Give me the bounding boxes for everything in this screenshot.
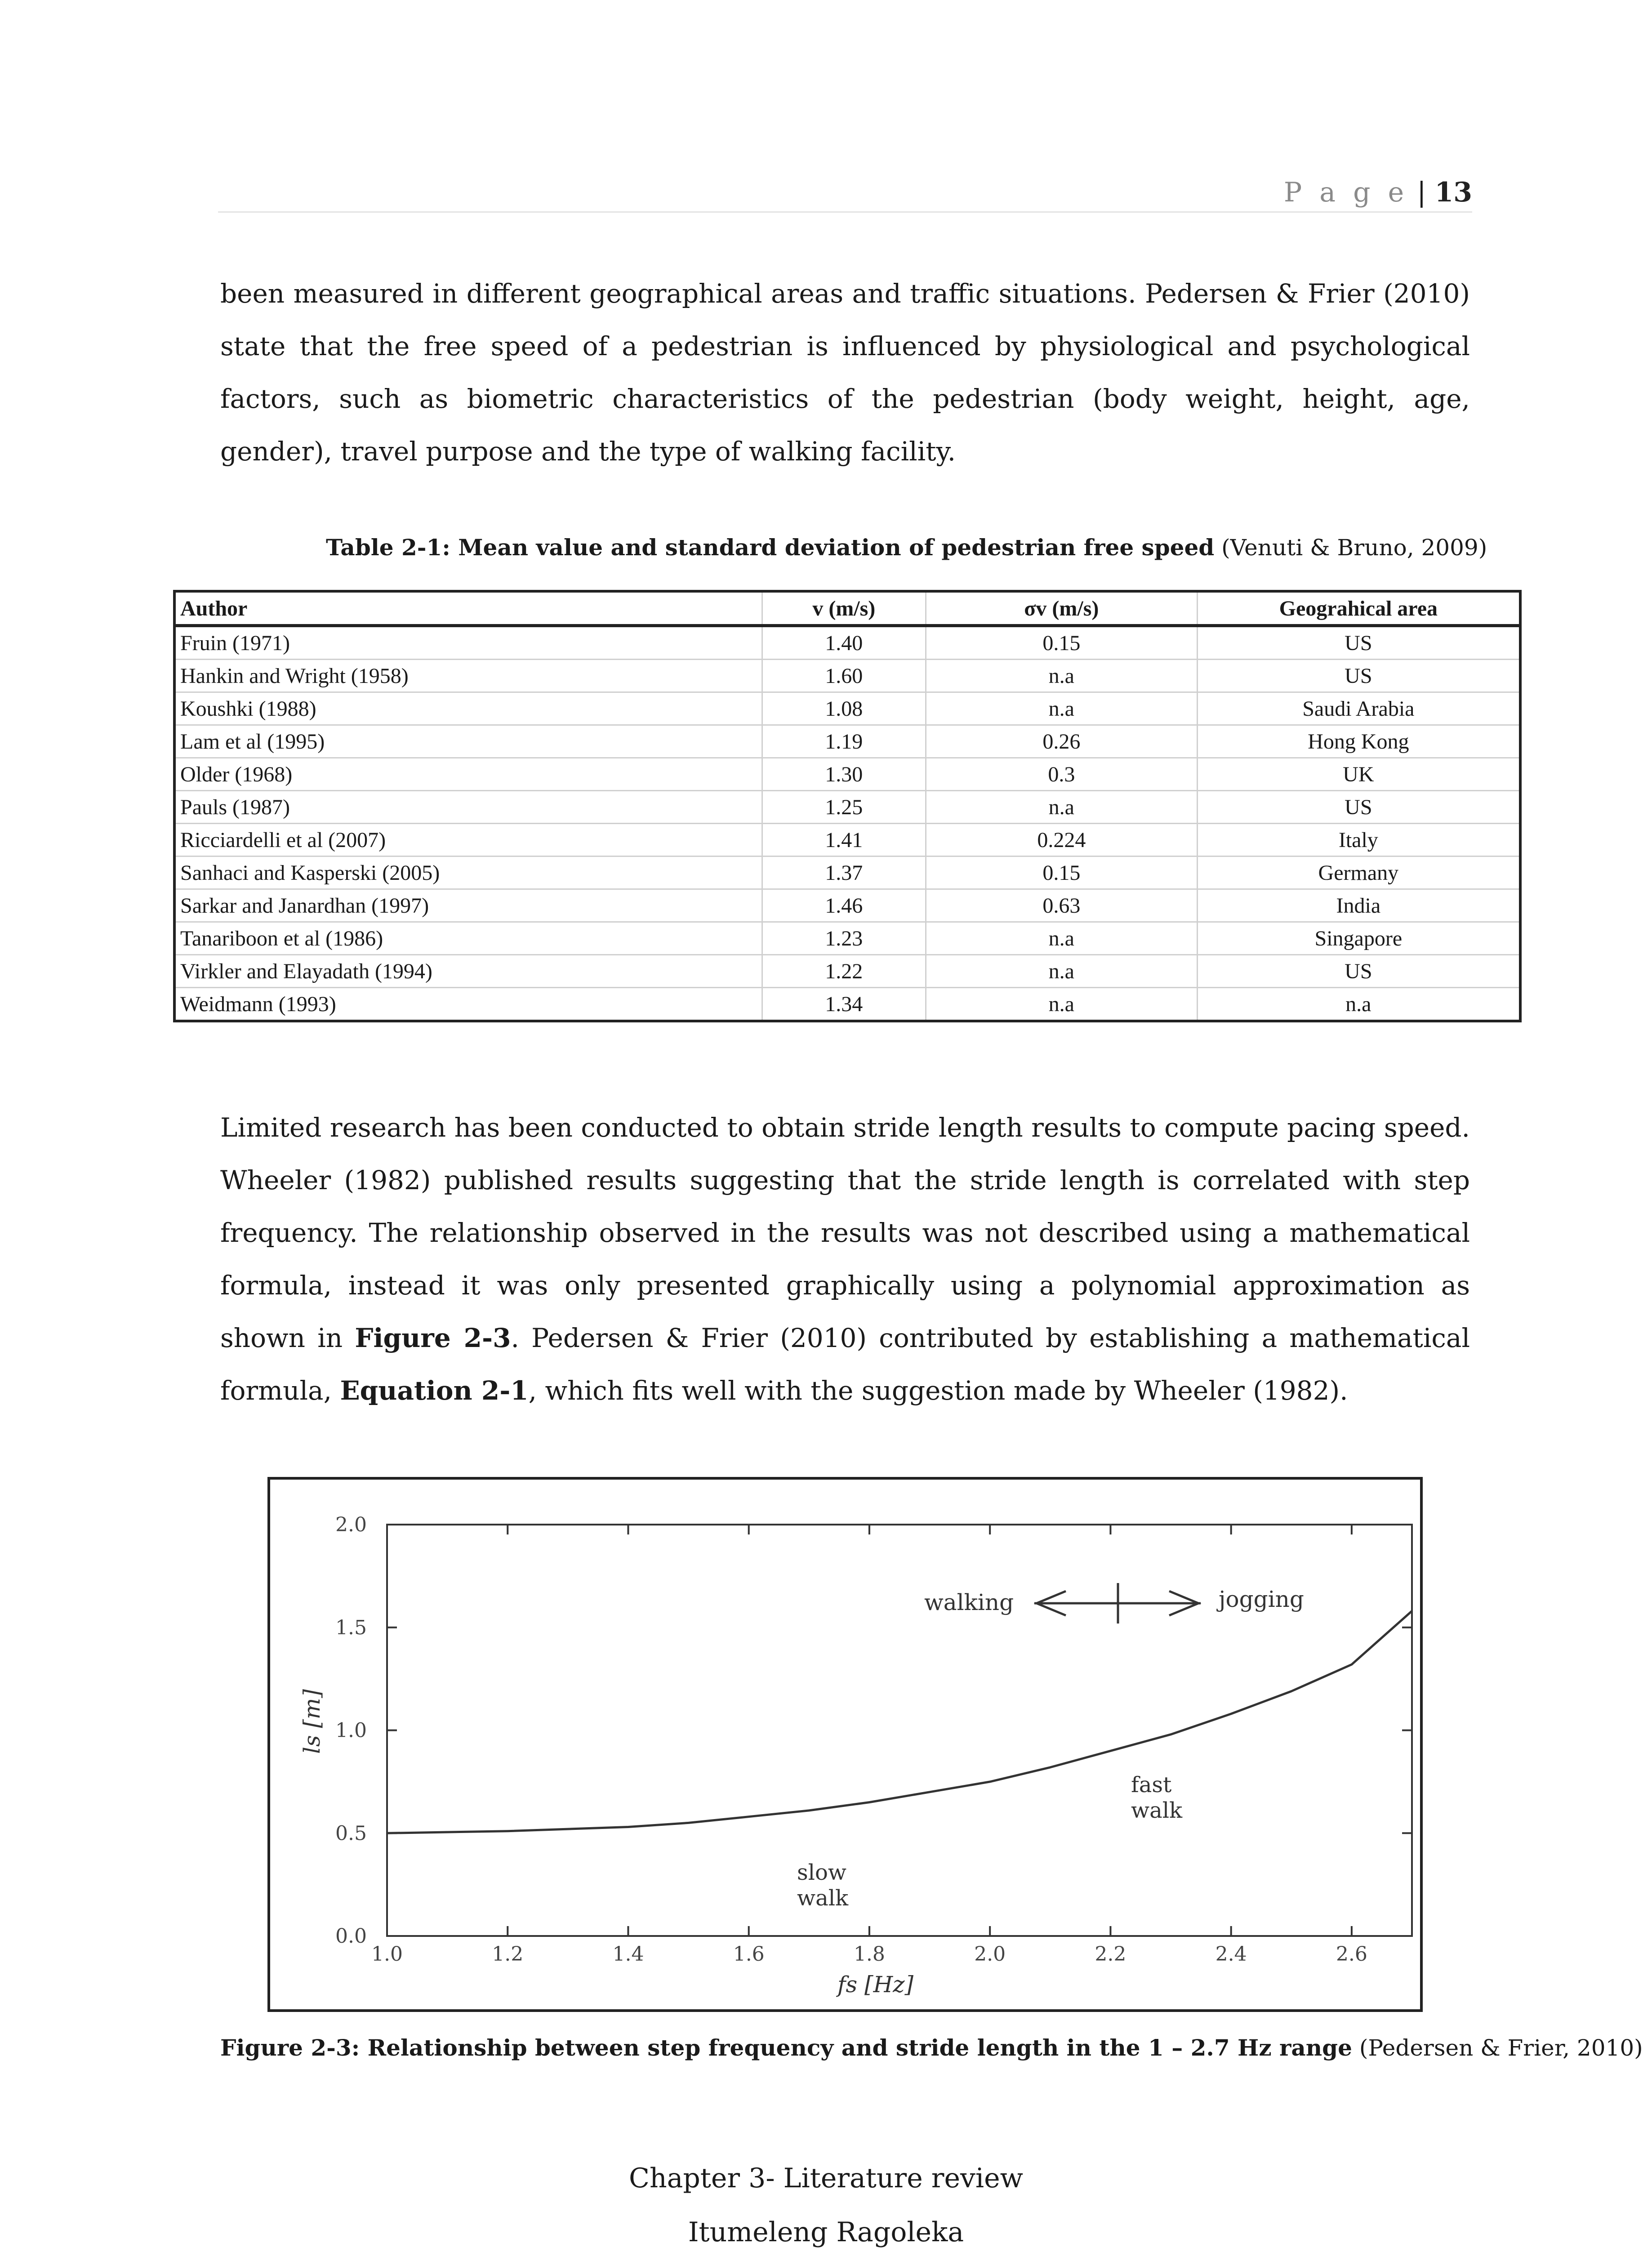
table-row [174,889,1520,922]
figure-caption [220,2034,1643,2061]
walking-label: walking [924,1589,1014,1615]
y-tick-label: 0.5 [335,1822,367,1845]
x-tick-label: 2.0 [974,1943,1006,1966]
cell-area: Singapore [1197,922,1520,955]
table-row [174,856,1520,889]
table-caption [326,534,1487,561]
col-header-area: Geograhical area [1197,591,1520,626]
body-paragraph [220,1102,1470,1417]
y-tick-label: 2.0 [335,1513,367,1536]
footer-author: Itumeleng Ragoleka [688,2217,964,2248]
stride-length-curve [387,1611,1412,1833]
cell-speed: 1.46 [762,889,926,922]
cell-area: US [1197,955,1520,988]
page-number: 13 [1434,177,1472,208]
body-text-3: , which fits well with the suggestion made by Wheeler (1982). [528,1375,1348,1406]
cell-sigma: 0.15 [926,856,1197,889]
x-axis-label: fs [Hz] [837,1971,914,1998]
cell-author: Hankin and Wright (1958) [174,660,762,692]
slow-walk-label-1: slow [797,1860,846,1885]
cell-sigma: n.a [926,988,1197,1021]
cell-sigma: 0.26 [926,725,1197,758]
cell-area: US [1197,660,1520,692]
equation-reference: Equation 2-1 [340,1375,529,1406]
cell-speed: 1.22 [762,955,926,988]
cell-speed: 1.60 [762,660,926,692]
cell-area: UK [1197,758,1520,791]
page-number-label [1284,177,1472,208]
y-tick-label: 0.0 [335,1925,367,1948]
cell-area: Italy [1197,824,1520,856]
cell-author: Pauls (1987) [174,791,762,824]
page-separator: | [1417,177,1426,208]
cell-speed: 1.08 [762,692,926,725]
table-header-row [174,591,1520,626]
y-axis-label: ls [m] [299,1689,325,1754]
walk-jog-arrow [1034,1583,1201,1624]
table-row [174,791,1520,824]
table-row [174,758,1520,791]
table-caption-source: (Venuti & Bruno, 2009) [1221,535,1487,561]
col-header-speed: v (m/s) [762,591,926,626]
x-tick-label: 2.2 [1095,1943,1127,1966]
table-body [174,626,1520,1021]
free-speed-table [173,590,1522,1022]
chart-ticks [335,1513,1412,1966]
cell-author: Tanariboon et al (1986) [174,922,762,955]
stride-length-chart [270,1480,1420,2009]
x-tick-label: 1.0 [371,1943,403,1966]
cell-author: Lam et al (1995) [174,725,762,758]
cell-speed: 1.30 [762,758,926,791]
x-tick-label: 1.2 [492,1943,524,1966]
cell-area: Saudi Arabia [1197,692,1520,725]
table-row [174,988,1520,1021]
figure-frame [267,1477,1423,2012]
cell-sigma: n.a [926,922,1197,955]
slow-walk-label-2: walk [797,1886,849,1911]
table-row [174,955,1520,988]
cell-speed: 1.25 [762,791,926,824]
cell-sigma: n.a [926,955,1197,988]
cell-speed: 1.34 [762,988,926,1021]
figure-reference: Figure 2-3 [355,1323,511,1353]
cell-sigma: n.a [926,692,1197,725]
x-tick-label: 1.4 [612,1943,644,1966]
cell-author: Weidmann (1993) [174,988,762,1021]
x-tick-label: 1.8 [853,1943,885,1966]
footer-chapter: Chapter 3- Literature review [629,2163,1023,2194]
figure-caption-label: Figure 2-3: Relationship between step frequency and stride length in the 1 – 2.7 Hz range [220,2034,1352,2061]
cell-author: Fruin (1971) [174,626,762,660]
cell-area: Hong Kong [1197,725,1520,758]
cell-author: Koushki (1988) [174,692,762,725]
x-tick-label: 1.6 [733,1943,765,1966]
col-header-author: Author [174,591,762,626]
cell-sigma: n.a [926,791,1197,824]
cell-area: US [1197,791,1520,824]
cell-speed: 1.19 [762,725,926,758]
cell-area: n.a [1197,988,1520,1021]
cell-area: India [1197,889,1520,922]
cell-sigma: 0.224 [926,824,1197,856]
col-header-sigma: σv (m/s) [926,591,1197,626]
page-header [218,173,1472,213]
y-tick-label: 1.0 [335,1719,367,1742]
table-row [174,692,1520,725]
intro-paragraph [220,268,1470,478]
jogging-label: jogging [1219,1586,1304,1612]
cell-author: Sarkar and Janardhan (1997) [174,889,762,922]
x-tick-label: 2.6 [1336,1943,1367,1966]
table-row [174,660,1520,692]
table-row [174,725,1520,758]
cell-sigma: n.a [926,660,1197,692]
cell-speed: 1.40 [762,626,926,660]
cell-sigma: 0.63 [926,889,1197,922]
figure-caption-source: (Pedersen & Frier, 2010) [1359,2035,1643,2061]
table-row [174,922,1520,955]
cell-speed: 1.23 [762,922,926,955]
cell-author: Virkler and Elayadath (1994) [174,955,762,988]
intro-paragraph-text: been measured in different geographical areas and traffic situations. Pedersen & Frier (2010) state that the free speed of a pedestrian is influenced by physiological and psychological factors, such as biometric characteristics of the pedestrian (body weight, height, age, gender), travel purpose and the type of walking facility. [220,278,1470,467]
cell-area: Germany [1197,856,1520,889]
cell-area: US [1197,626,1520,660]
fast-walk-label-2: walk [1131,1798,1183,1823]
table-row [174,626,1520,660]
body-text-1: Limited research has been conducted to obtain stride length results to compute pacing speed. Wheeler (1982) published results suggesting that the stride length is correlated with step frequency. The relationship observed in the results was not described using a mathematical formula, instead it was only presented graphically using a polynomial approximation as shown in [220,1112,1470,1353]
cell-sigma: 0.3 [926,758,1197,791]
cell-speed: 1.41 [762,824,926,856]
cell-author: Sanhaci and Kasperski (2005) [174,856,762,889]
table-row [174,824,1520,856]
page-word: P a g e [1283,177,1409,208]
y-tick-label: 1.5 [335,1616,367,1639]
body-text-2: . Pedersen & Frier (2010) contributed by establishing a mathematical formula, [220,1323,1470,1406]
chart-series [387,1611,1412,1833]
cell-author: Ricciardelli et al (2007) [174,824,762,856]
table-caption-label: Table 2-1: Mean value and standard deviation of pedestrian free speed [326,534,1215,561]
fast-walk-label-1: fast [1131,1772,1172,1798]
x-tick-label: 2.4 [1215,1943,1247,1966]
cell-author: Older (1968) [174,758,762,791]
cell-sigma: 0.15 [926,626,1197,660]
cell-speed: 1.37 [762,856,926,889]
